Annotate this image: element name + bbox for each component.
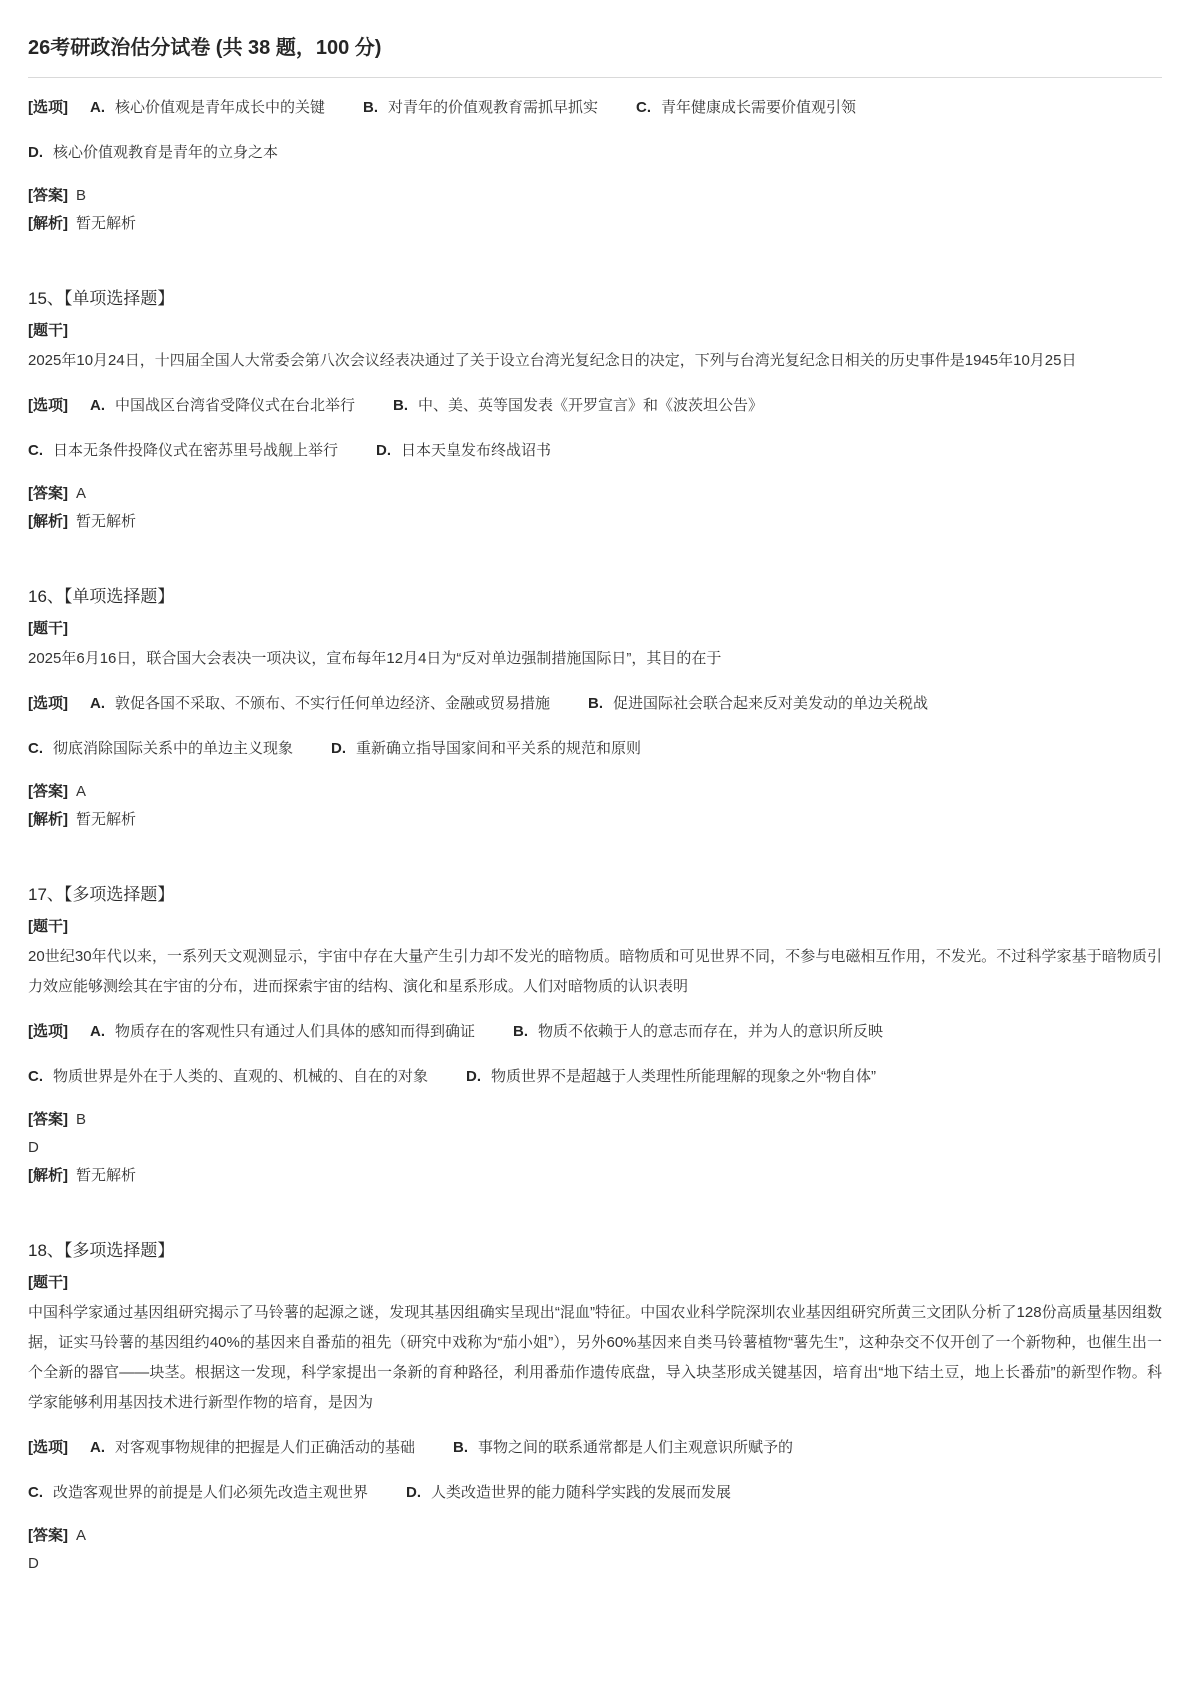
option-a [90, 1433, 415, 1463]
option-text: 物质不依赖于人的意志而存在，并为人的意识所反映 [538, 1023, 884, 1040]
answer-line [28, 1134, 1162, 1162]
options-row [28, 734, 1162, 764]
answer-block [28, 778, 1162, 834]
option-d [406, 1478, 731, 1508]
option-c [28, 1062, 428, 1092]
analysis-value: 暂无解析 [76, 513, 137, 530]
answer-value: A [76, 485, 87, 502]
answer-value: B [76, 187, 87, 204]
options-label: [选项] [28, 99, 68, 116]
option-text: 促进国际社会联合起来反对美发动的单边关税战 [613, 695, 929, 712]
option-text: 改造客观世界的前提是人们必须先改造主观世界 [53, 1484, 369, 1501]
option-b [453, 1433, 793, 1463]
analysis-label: [解析] [28, 1167, 68, 1184]
option-b [393, 391, 763, 421]
option-letter: D. [331, 740, 347, 757]
answer-label: [答案] [28, 1111, 68, 1128]
option-c [28, 734, 293, 764]
option-letter: B. [393, 397, 409, 414]
option-text: 日本天皇发布终战诏书 [401, 442, 552, 459]
option-text: 对青年的价值观教育需抓早抓实 [388, 99, 599, 116]
page-title: 26考研政治估分试卷 (共 38 题，100 分) [28, 37, 382, 59]
options-label: [选项] [28, 695, 68, 712]
answer-value: D [28, 1555, 39, 1572]
options-row [28, 93, 1162, 123]
question-stem: 2025年10月24日，十四届全国人大常委会第八次会议经表决通过了关于设立台湾光复纪念日的决定，下列与台湾光复纪念日相关的历史事件是1945年10月25日 [28, 352, 1077, 369]
option-text: 彻底消除国际关系中的单边主义现象 [53, 740, 294, 757]
option-d [28, 138, 278, 168]
option-b [513, 1017, 883, 1047]
question-block [28, 1238, 1162, 1578]
analysis-value: 暂无解析 [76, 215, 137, 232]
option-b [588, 689, 928, 719]
option-letter: B. [363, 99, 379, 116]
option-d [466, 1062, 876, 1092]
question-block [28, 286, 1162, 536]
analysis-label: [解析] [28, 811, 68, 828]
answer-line [28, 480, 1162, 508]
answer-label: [答案] [28, 187, 68, 204]
option-text: 青年健康成长需要价值观引领 [661, 99, 857, 116]
option-text: 事物之间的联系通常都是人们主观意识所赋予的 [478, 1439, 794, 1456]
option-a [90, 1017, 475, 1047]
answer-block [28, 1522, 1162, 1578]
option-text: 物质世界不是超越于人类理性所能理解的现象之外“物自体” [491, 1068, 877, 1085]
option-letter: A. [90, 99, 105, 116]
question-block [28, 882, 1162, 1190]
analysis-value: 暂无解析 [76, 1167, 137, 1184]
options-row [28, 1062, 1162, 1092]
answer-line [28, 182, 1162, 210]
stem-label: [题干] [28, 918, 68, 935]
answer-line [28, 1106, 1162, 1134]
option-b [363, 93, 598, 123]
option-letter: C. [28, 1484, 43, 1501]
analysis-line [28, 508, 1162, 536]
options-label: [选项] [28, 1439, 68, 1456]
option-letter: C. [28, 740, 43, 757]
option-a [90, 689, 550, 719]
analysis-line [28, 210, 1162, 238]
question-stem: 20世纪30年代以来，一系列天文观测显示，宇宙中存在大量产生引力却不发光的暗物质。暗物质和可见世界不同，不参与电磁相互作用，不发光。不过科学家基于暗物质引力效应能够测绘其在宇宙的分布，进而探索宇宙的结构、演化和星系形成。人们对暗物质的认识表明 [28, 948, 1162, 995]
answer-line [28, 1522, 1162, 1550]
option-letter: C. [28, 442, 43, 459]
answer-line [28, 1550, 1162, 1578]
question-block [28, 584, 1162, 834]
option-text: 对客观事物规律的把握是人们正确活动的基础 [115, 1439, 416, 1456]
options-row [28, 689, 1162, 719]
answer-value: D [28, 1139, 39, 1156]
option-letter: D. [406, 1484, 422, 1501]
question-stem: 2025年6月16日，联合国大会表决一项决议，宣布每年12月4日为“反对单边强制措施国际日”，其目的在于 [28, 650, 722, 667]
question-header: 15、【单项选择题】 [28, 289, 175, 308]
answer-value: A [76, 1527, 87, 1544]
option-text: 核心价值观教育是青年的立身之本 [53, 144, 279, 161]
answer-label: [答案] [28, 485, 68, 502]
option-text: 中、美、英等国发表《开罗宣言》和《波茨坦公告》 [418, 397, 764, 414]
answer-block [28, 1106, 1162, 1190]
options-row [28, 391, 1162, 421]
answer-value: B [76, 1111, 87, 1128]
option-letter: A. [90, 1023, 105, 1040]
option-d [376, 436, 551, 466]
answer-label: [答案] [28, 783, 68, 800]
question-stem: 中国科学家通过基因组研究揭示了马铃薯的起源之谜，发现其基因组确实呈现出“混血”特征。中国农业科学院深圳农业基因组研究所黄三文团队分析了128份高质量基因组数据，证实马铃薯的基因组约40%的基因来自番茄的祖先（研究中戏称为“茄小姐”），另外60%基因来自类马铃薯植物“薯先生”，这种杂交不仅开创了一个新物种，也催生出一个全新的器官——块茎。根据这一发现，科学家提出一条新的育种路径，利用番茄作遗传底盘，导入块茎形成关键基因，培育出“地下结土豆，地上长番茄”的新型作物。科学家能够利用基因技术进行新型作物的培育，是因为 [28, 1304, 1162, 1411]
option-letter: C. [28, 1068, 43, 1085]
answer-block [28, 480, 1162, 536]
question-list [28, 93, 1162, 1578]
option-letter: D. [466, 1068, 482, 1085]
options-row [28, 1433, 1162, 1463]
stem-label: [题干] [28, 1274, 68, 1291]
analysis-line [28, 1162, 1162, 1190]
stem-label: [题干] [28, 620, 68, 637]
option-letter: A. [90, 1439, 105, 1456]
options-label: [选项] [28, 397, 68, 414]
option-a [90, 391, 355, 421]
option-text: 人类改造世界的能力随科学实践的发展而发展 [431, 1484, 732, 1501]
option-letter: B. [588, 695, 604, 712]
options-label: [选项] [28, 1023, 68, 1040]
options-row [28, 138, 1162, 168]
option-c [636, 93, 856, 123]
option-text: 核心价值观是青年成长中的关键 [115, 99, 326, 116]
option-letter: A. [90, 695, 105, 712]
option-text: 敦促各国不采取、不颁布、不实行任何单边经济、金融或贸易措施 [115, 695, 551, 712]
option-letter: B. [453, 1439, 469, 1456]
option-text: 中国战区台湾省受降仪式在台北举行 [115, 397, 356, 414]
option-letter: C. [636, 99, 652, 116]
option-letter: D. [28, 144, 43, 161]
option-letter: D. [376, 442, 392, 459]
answer-label: [答案] [28, 1527, 68, 1544]
option-letter: B. [513, 1023, 529, 1040]
stem-label: [题干] [28, 322, 68, 339]
answer-line [28, 778, 1162, 806]
option-c [28, 436, 338, 466]
question-block [28, 93, 1162, 238]
option-text: 物质存在的客观性只有通过人们具体的感知而得到确证 [115, 1023, 476, 1040]
option-a [90, 93, 325, 123]
analysis-label: [解析] [28, 215, 68, 232]
option-c [28, 1478, 368, 1508]
title-divider [28, 77, 1162, 78]
options-row [28, 1478, 1162, 1508]
answer-block [28, 182, 1162, 238]
option-letter: A. [90, 397, 105, 414]
option-text: 物质世界是外在于人类的、直观的、机械的、自在的对象 [53, 1068, 429, 1085]
option-text: 重新确立指导国家间和平关系的规范和原则 [356, 740, 642, 757]
analysis-label: [解析] [28, 513, 68, 530]
question-header: 17、【多项选择题】 [28, 885, 175, 904]
option-d [331, 734, 641, 764]
analysis-value: 暂无解析 [76, 811, 137, 828]
question-header: 16、【单项选择题】 [28, 587, 175, 606]
option-text: 日本无条件投降仪式在密苏里号战舰上举行 [53, 442, 339, 459]
options-row [28, 1017, 1162, 1047]
question-header: 18、【多项选择题】 [28, 1241, 175, 1260]
answer-value: A [76, 783, 87, 800]
analysis-line [28, 806, 1162, 834]
options-row [28, 436, 1162, 466]
